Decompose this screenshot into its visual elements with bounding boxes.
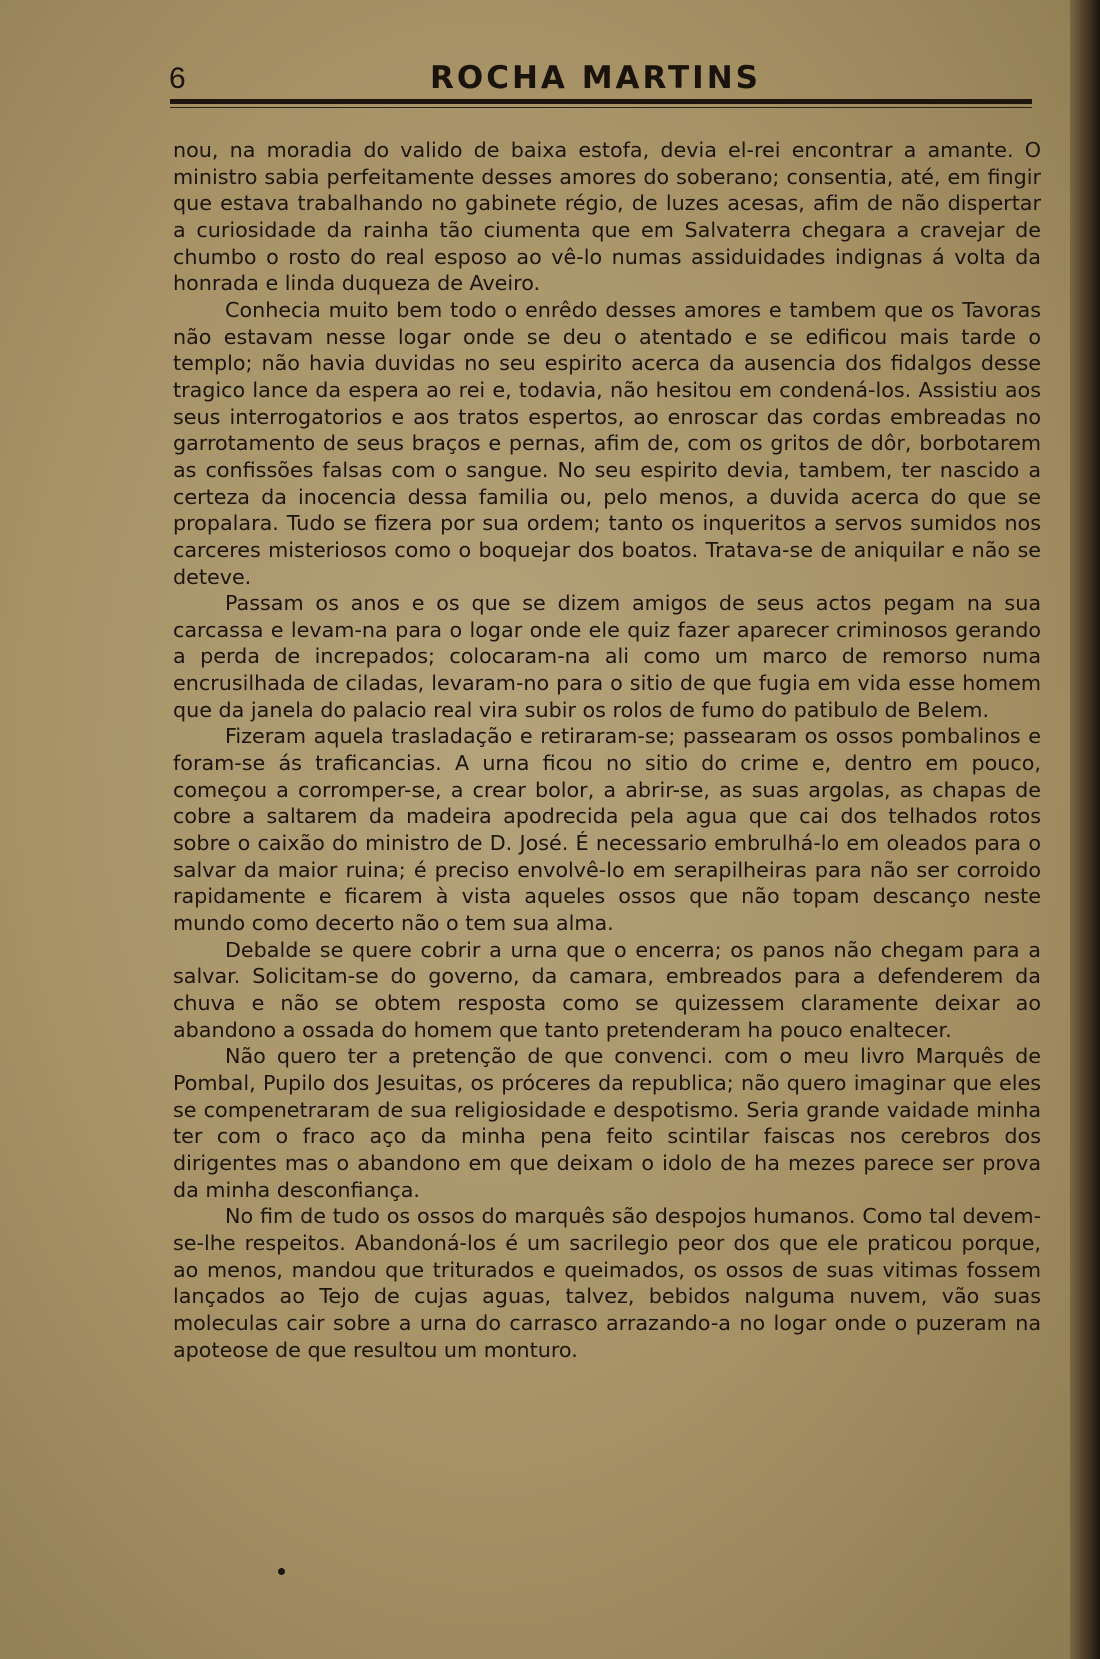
book-spine xyxy=(1070,0,1100,1659)
ink-dot xyxy=(278,1568,285,1575)
paragraph: No fim de tudo os ossos do marquês são despojos humanos. Como tal devem-se-lhe respeitos. Abandoná-los é um sacrilegio peor dos que ele praticou porque, ao menos, mandou que triturados e queimados, os ossos de suas vitimas fossem lançados ao Tejo de cujas aguas, talvez, bebidos nalguma nuvem, vão suas moleculas cair sobre a urna do carrasco arrazando-a no logar onde o puzeram na apoteose de que resultou um monturo. xyxy=(173,1204,1041,1362)
page-header xyxy=(165,58,1035,98)
paragraph: Debalde se quere cobrir a urna que o encerra; os panos não chegam para a salvar. Solicitam-se do governo, da camara, embreados para a defenderem da chuva e não se obtem resposta como se quizessem claramente deixar ao abandono a ossada do homem que tanto pretenderam ha pouco enaltecer. xyxy=(173,937,1041,1042)
paragraph: Não quero ter a pretenção de que convenci. com o meu livro Marquês de Pombal, Pupilo dos Jesuitas, os próceres da republica; não quero imaginar que eles se compenetraram de sua religiosidade e despotismo. Seria grande vaidade minha ter com o fraco aço da minha pena feito scintilar faiscas nos cerebros dos dirigentes mas o abandono em que deixam o idolo de ha mezes parece ser prova da minha desconfiança. xyxy=(173,1044,1041,1202)
paragraph: nou, na moradia do valido de baixa estofa, devia el-rei encontrar a amante. O ministro sabia perfeitamente desses amores do soberano; consentia, até, em fingir que estava trabalhando no gabinete régio, de luzes acesas, afim de não dispertar a curiosidade da rainha tão ciumenta que em Salvaterra chegara a cravejar de chumbo o rosto do real esposo ao vê-lo numas assiduidades indignas á volta da honrada e linda duqueza de Aveiro. xyxy=(173,138,1041,296)
header-rule-thick xyxy=(170,99,1032,104)
body-text xyxy=(173,137,1041,1363)
running-head: ROCHA MARTINS xyxy=(430,60,761,96)
paragraph: Conhecia muito bem todo o enrêdo desses amores e tambem que os Tavoras não estavam nesse logar onde se deu o atentado e se edificou mais tarde o templo; não havia duvidas no seu espirito acerca da ausencia dos fidalgos desse tragico lance da espera ao rei e, todavia, não hesitou em condená-los. Assistiu aos seus interrogatorios e aos tratos espertos, ao enroscar das cordas embreadas no garrotamento de seus braços e pernas, afim de, com os gritos de dôr, borbotarem as confissões falsas com o sangue. No seu espirito devia, tambem, ter nascido a certeza da inocencia dessa familia ou, pelo menos, a duvida acerca do que se propalara. Tudo se fizera por sua ordem; tanto os inqueritos a servos sumidos nos carceres misteriosos como o boquejar dos boatos. Tratava-se de aniquilar e não se deteve. xyxy=(173,297,1041,589)
header-rule-thin xyxy=(170,107,1032,108)
paragraph: Fizeram aquela trasladação e retiraram-se; passearam os ossos pombalinos e foram-se ás traficancias. A urna ficou no sitio do crime e, dentro em pouco, começou a corromper-se, a crear bolor, a abrir-se, as suas argolas, as chapas de cobre a saltarem da madeira apodrecida pela agua que cai dos telhados rotos sobre o caixão do ministro de D. José. É necessario embrulhá-lo em oleados para o salvar da maior ruina; é preciso envolvê-lo em serapilheiras para não ser corroido rapidamente e ficarem à vista aqueles ossos que não topam descanço neste mundo como decerto não o tem sua alma. xyxy=(173,724,1041,936)
paragraph: Passam os anos e os que se dizem amigos de seus actos pegam na sua carcassa e levam-na para o logar onde ele quiz fazer aparecer criminosos gerando a perda de increpados; colocaram-na ali como um marco de remorso numa encrusilhada de ciladas, levaram-no para o sitio de que fugia em vida esse homem que da janela do palacio real vira subir os rolos de fumo do patibulo de Belem. xyxy=(173,591,1041,722)
page-number: 6 xyxy=(169,62,186,95)
